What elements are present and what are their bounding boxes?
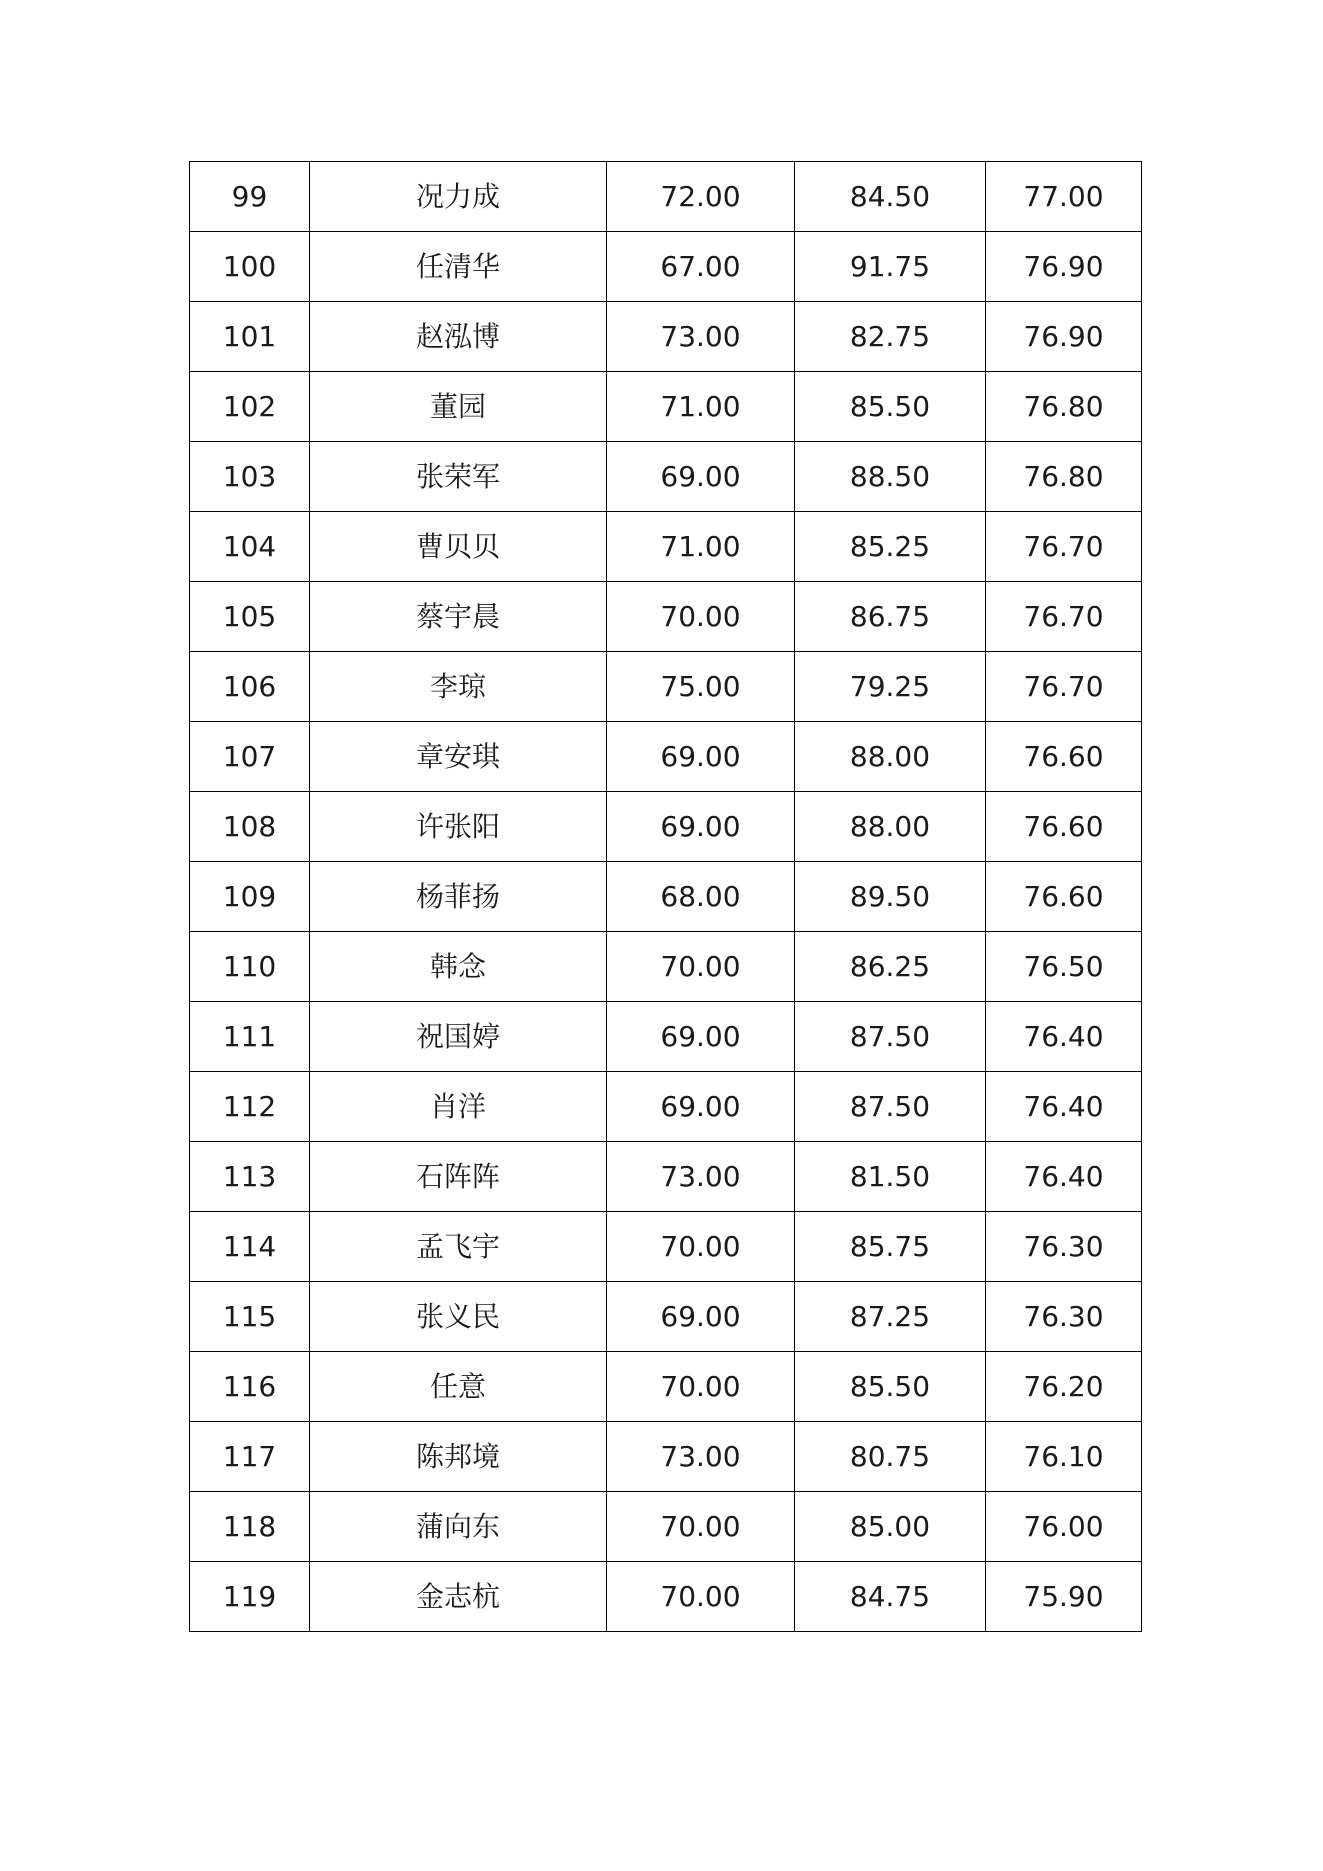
cell-number: 100 [190,232,310,302]
cell-name: 张荣军 [310,442,607,512]
cell-score-1: 72.00 [607,162,795,232]
cell-name: 张义民 [310,1282,607,1352]
cell-total: 76.60 [986,862,1142,932]
cell-number: 104 [190,512,310,582]
table-row [190,932,1142,1002]
cell-number: 107 [190,722,310,792]
cell-score-2: 88.50 [795,442,986,512]
cell-name: 祝国婷 [310,1002,607,1072]
table-row [190,232,1142,302]
table-row [190,162,1142,232]
cell-total: 77.00 [986,162,1142,232]
cell-number: 115 [190,1282,310,1352]
cell-score-2: 87.50 [795,1072,986,1142]
table-row [190,1282,1142,1352]
cell-score-1: 70.00 [607,582,795,652]
cell-score-2: 89.50 [795,862,986,932]
cell-score-2: 91.75 [795,232,986,302]
cell-total: 76.80 [986,442,1142,512]
cell-name: 蒲向东 [310,1492,607,1562]
cell-number: 113 [190,1142,310,1212]
table-row [190,652,1142,722]
cell-number: 111 [190,1002,310,1072]
cell-score-1: 70.00 [607,1492,795,1562]
cell-name: 曹贝贝 [310,512,607,582]
table-row [190,512,1142,582]
cell-score-1: 67.00 [607,232,795,302]
cell-score-1: 70.00 [607,1562,795,1632]
cell-total: 76.00 [986,1492,1142,1562]
cell-total: 75.90 [986,1562,1142,1632]
cell-name: 肖洋 [310,1072,607,1142]
cell-score-2: 85.00 [795,1492,986,1562]
cell-total: 76.70 [986,582,1142,652]
cell-score-1: 71.00 [607,512,795,582]
table-row [190,582,1142,652]
cell-name: 任清华 [310,232,607,302]
cell-name: 赵泓博 [310,302,607,372]
cell-score-1: 71.00 [607,372,795,442]
cell-score-2: 85.50 [795,1352,986,1422]
cell-number: 103 [190,442,310,512]
cell-score-2: 81.50 [795,1142,986,1212]
cell-name: 董园 [310,372,607,442]
cell-score-1: 69.00 [607,1002,795,1072]
cell-score-1: 73.00 [607,1142,795,1212]
cell-name: 孟飞宇 [310,1212,607,1282]
cell-score-2: 85.75 [795,1212,986,1282]
cell-number: 118 [190,1492,310,1562]
table-row [190,1072,1142,1142]
cell-score-2: 84.50 [795,162,986,232]
table-row [190,302,1142,372]
cell-score-1: 69.00 [607,792,795,862]
cell-score-2: 85.25 [795,512,986,582]
table-row [190,1142,1142,1212]
cell-score-1: 69.00 [607,1072,795,1142]
table-row [190,1352,1142,1422]
table-row [190,1422,1142,1492]
cell-total: 76.50 [986,932,1142,1002]
cell-score-1: 73.00 [607,302,795,372]
cell-total: 76.80 [986,372,1142,442]
cell-total: 76.30 [986,1282,1142,1352]
cell-score-1: 70.00 [607,1212,795,1282]
cell-number: 114 [190,1212,310,1282]
score-table-body [190,162,1142,1632]
table-row [190,862,1142,932]
cell-total: 76.60 [986,792,1142,862]
table-row [190,1562,1142,1632]
cell-total: 76.20 [986,1352,1142,1422]
cell-number: 108 [190,792,310,862]
cell-score-2: 87.25 [795,1282,986,1352]
table-row [190,372,1142,442]
cell-name: 陈邦境 [310,1422,607,1492]
table-row [190,1002,1142,1072]
cell-total: 76.40 [986,1072,1142,1142]
cell-score-2: 87.50 [795,1002,986,1072]
table-row [190,722,1142,792]
cell-name: 章安琪 [310,722,607,792]
table-row [190,1212,1142,1282]
cell-number: 119 [190,1562,310,1632]
cell-score-1: 75.00 [607,652,795,722]
table-row [190,442,1142,512]
cell-score-2: 80.75 [795,1422,986,1492]
cell-score-2: 79.25 [795,652,986,722]
cell-score-1: 69.00 [607,442,795,512]
cell-name: 蔡宇晨 [310,582,607,652]
cell-name: 金志杭 [310,1562,607,1632]
cell-score-2: 86.75 [795,582,986,652]
cell-score-1: 70.00 [607,1352,795,1422]
cell-name: 任意 [310,1352,607,1422]
cell-score-2: 84.75 [795,1562,986,1632]
cell-total: 76.40 [986,1002,1142,1072]
cell-total: 76.60 [986,722,1142,792]
cell-name: 况力成 [310,162,607,232]
cell-total: 76.70 [986,652,1142,722]
cell-name: 石阵阵 [310,1142,607,1212]
cell-number: 102 [190,372,310,442]
cell-total: 76.90 [986,302,1142,372]
cell-number: 99 [190,162,310,232]
cell-score-1: 69.00 [607,1282,795,1352]
cell-number: 110 [190,932,310,1002]
cell-number: 116 [190,1352,310,1422]
table-row [190,792,1142,862]
cell-total: 76.40 [986,1142,1142,1212]
cell-score-1: 68.00 [607,862,795,932]
cell-name: 许张阳 [310,792,607,862]
cell-score-1: 70.00 [607,932,795,1002]
cell-name: 杨菲扬 [310,862,607,932]
cell-total: 76.30 [986,1212,1142,1282]
cell-name: 李琼 [310,652,607,722]
cell-name: 韩念 [310,932,607,1002]
cell-number: 112 [190,1072,310,1142]
cell-score-2: 88.00 [795,792,986,862]
cell-total: 76.70 [986,512,1142,582]
table-row [190,1492,1142,1562]
cell-score-2: 82.75 [795,302,986,372]
cell-score-2: 88.00 [795,722,986,792]
cell-number: 101 [190,302,310,372]
cell-number: 106 [190,652,310,722]
cell-number: 117 [190,1422,310,1492]
cell-total: 76.10 [986,1422,1142,1492]
cell-score-1: 73.00 [607,1422,795,1492]
cell-total: 76.90 [986,232,1142,302]
score-table [189,161,1142,1632]
cell-score-2: 86.25 [795,932,986,1002]
cell-number: 109 [190,862,310,932]
cell-number: 105 [190,582,310,652]
cell-score-2: 85.50 [795,372,986,442]
cell-score-1: 69.00 [607,722,795,792]
